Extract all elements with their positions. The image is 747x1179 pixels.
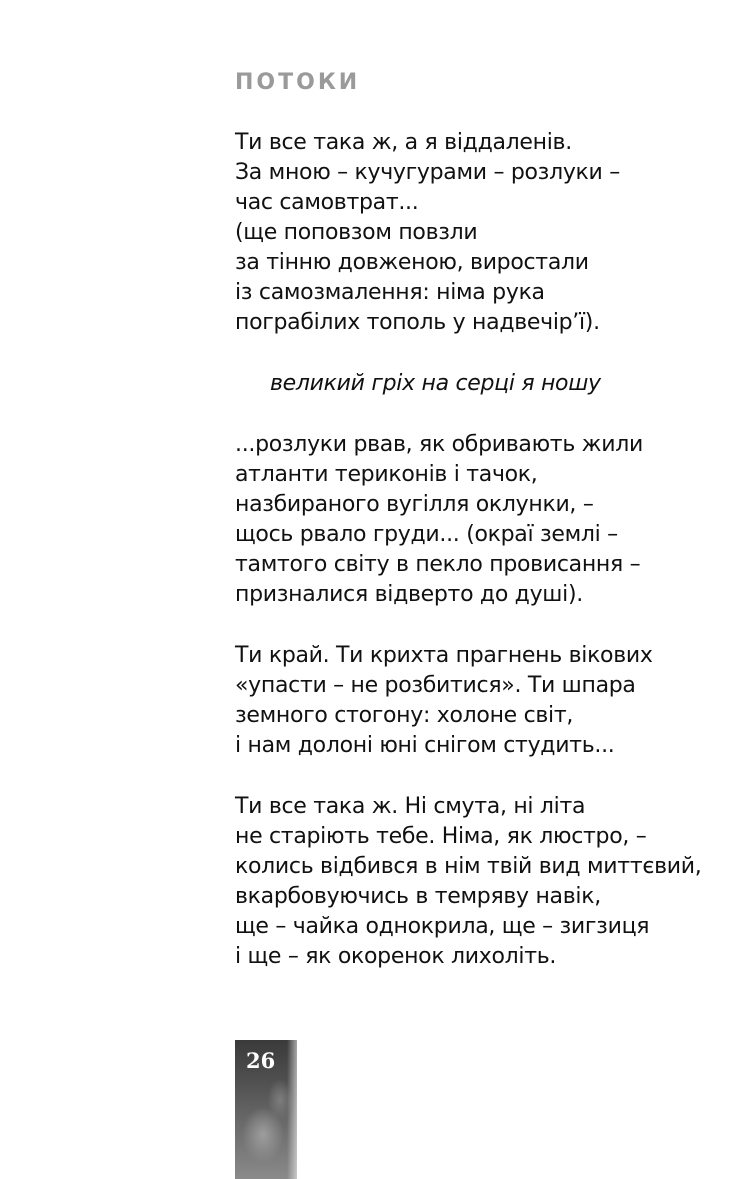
- stanza-4: [235, 792, 735, 972]
- poem-line: пограбілих тополь у надвечір’ї).: [235, 310, 600, 335]
- poem-line: Ти все така ж, а я віддаленів.: [235, 130, 572, 155]
- poem-line: із самозмалення: німа рука: [235, 280, 545, 305]
- stanza-3: [235, 641, 735, 761]
- poem-line: ще – чайка однокрила, ще – зигзиця: [235, 914, 650, 939]
- poem-line: атланти териконів і тачок,: [235, 462, 538, 487]
- poem: [235, 128, 735, 1003]
- poem-line: не старіють тебе. Німа, як люстро, –: [235, 824, 647, 849]
- poem-line: і нам долоні юні снігом студить...: [235, 733, 615, 758]
- poem-line: «упасти – не розбитися». Ти шпара: [235, 673, 636, 698]
- poem-line: призналися відверто до душі).: [235, 582, 583, 607]
- poem-line: тамтого світу в пекло провисання –: [235, 552, 641, 577]
- page-number-tab: [235, 1040, 297, 1179]
- poem-line: щось рвало груди... (окраї землі –: [235, 522, 618, 547]
- poem-line: і ще – як окоренок лихоліть.: [235, 944, 557, 969]
- poem-line: колись відбився в нім твій вид миттєвий,: [235, 854, 702, 879]
- poem-line: За мною – кучугурами – розлуки –: [235, 160, 620, 185]
- poem-line: за тінню довженою, виростали: [235, 250, 589, 275]
- poem-line: вкарбовуючись в темряву навік,: [235, 884, 601, 909]
- poem-line: Ти все така ж. Ні смута, ні літа: [235, 794, 586, 819]
- stanza-1: [235, 128, 735, 338]
- stanza-2: [235, 430, 735, 610]
- poem-line: земного стогону: холоне світ,: [235, 703, 574, 728]
- section-title: ПОТОКИ: [235, 70, 361, 95]
- epigraph: великий гріх на серці я ношу: [270, 371, 601, 396]
- page-number: 26: [246, 1048, 276, 1073]
- poem-line: ...розлуки рвав, як обривають жили: [235, 432, 643, 457]
- poem-line: час самовтрат...: [235, 190, 419, 215]
- poem-line: назбираного вугілля оклунки, –: [235, 492, 594, 517]
- poem-line: Ти край. Ти крихта прагнень вікових: [235, 643, 653, 668]
- poem-line: (ще поповзом повзли: [235, 220, 478, 245]
